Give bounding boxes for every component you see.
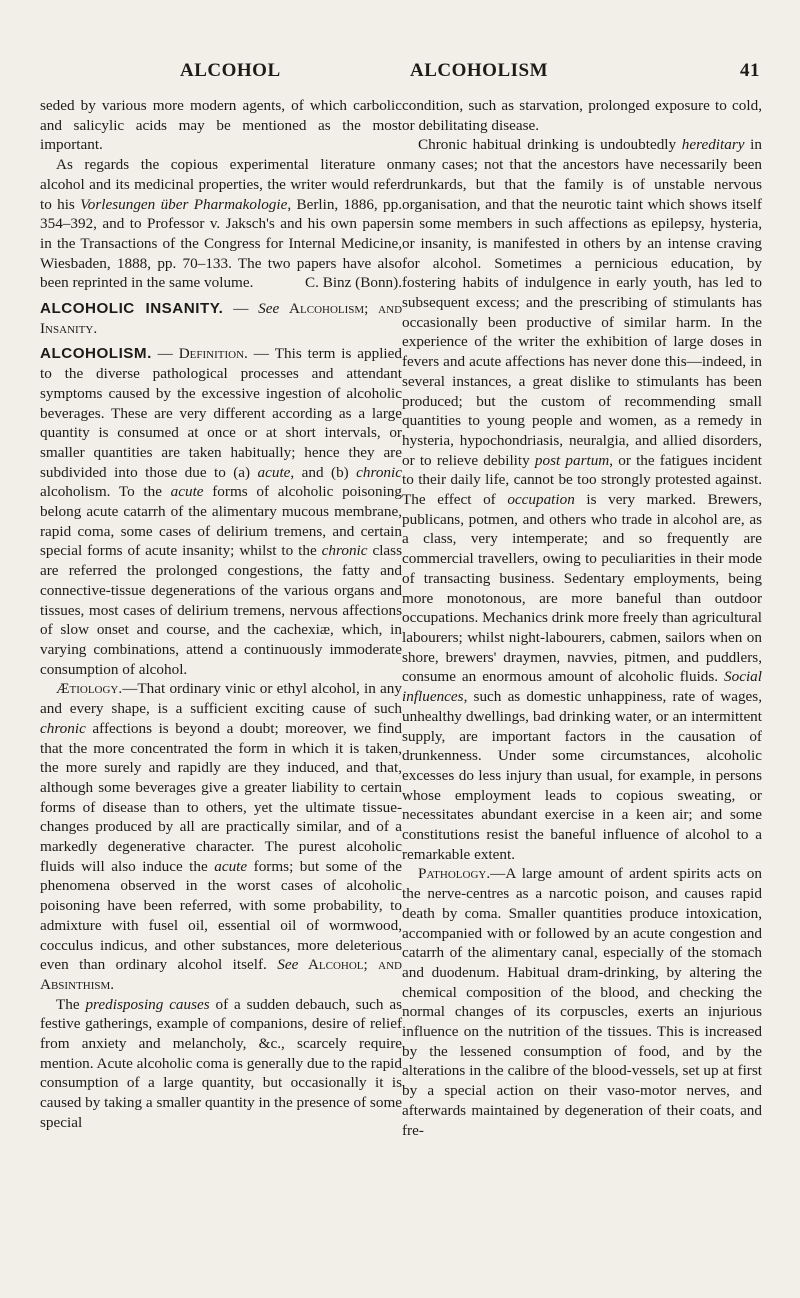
entry-title: ALCOHOLISM. <box>40 345 152 363</box>
entry-title: ALCOHOLIC INSANITY. <box>40 300 224 318</box>
paragraph: seded by various more modern agents, of which carbolic and salicylic acids may be mentioned as the most important. <box>40 97 402 154</box>
section-label: Ætiology. <box>56 680 123 698</box>
right-column <box>402 96 762 1140</box>
page-number: 41 <box>740 60 760 81</box>
paragraph: condition, such as starvation, prolonged exposure to cold, or debilitating disease. <box>402 97 762 134</box>
paragraph-pathology: Pathology.—A large amount of ardent spirits acts on the nerve-centres as a narcotic poison, and causes rapid death by coma. Smaller quantities produce intoxication, accompanied with or followed by an acute congestion and catarrh of the alimentary canal, especially of the stomach and duodenum. Habitual dram-drinking, by altering the chemical composition of the blood, and checking the normal changes of its corpuscles, exerts an injurious influence on the nutrition of the tissues. This is increased by the lessened consumption of food, and by the alterations in the calibre of the blood-vessels, set up at first by a special action on their vaso-motor nerves, and afterwards maintained by degeneration of their coats, and fre- <box>402 865 762 1139</box>
section-label: Pathology. <box>418 865 491 883</box>
author-signature: C. Binz (Bonn). <box>304 274 402 292</box>
paragraph: As regards the copious experimental literature on alcohol and its medicinal properties, the writer would refer to his Vorlesungen über Pharmakologie, Berlin, 1886, pp. 354–392, and to Professor v. Jaksch's and his own papers in the Transactions of the Congress for Internal Medicine, Wiesbaden, 1888, pp. 70–133. The two papers have also been reprinted in the same volume. C. Binz (Bonn). <box>40 156 403 292</box>
paragraph-heredity: Chronic habitual drinking is undoubtedly hereditary in many cases; not that the ancestors have necessarily been drunkards, but that the family is of unstable nervous organisation, and that the neurotic taint which shows itself in some members in such affections as epilepsy, hysteria, or insanity, is manifested in others by an intense craving for alcohol. Sometimes a pernicious education, by fostering habits of indulgence in early youth, has led to subsequent excess; and the prescribing of stimulants has occasionally been productive of similar harm. In the experience of the writer the exhibition of large doses in fevers and acute affections has never done this—indeed, in several instances, a great dislike to stimulants has been produced; but the custom of recommending small quantities to young people and women, as a remedy in hysteria, hypochondriasis, neuralgia, and allied disorders, or to relieve debility post partum, or the fatigues incident to their daily life, cannot be too strongly protested against. The effect of occupation is very marked. Brewers, publicans, potmen, and others who trade in alcohol are, as a class, very intemperate; and so frequently are commercial travellers, owing to peculiarities in their mode of transacting business. Sedentary employments, being more monotonous, are more baneful than outdoor occupations. Mechanics drink more freely than agricultural labourers; whilst night-labourers, cabmen, sailors when on shore, brewers' draymen, navvies, pitmen, and puddlers, consume an enormous amount of alcoholic fluids. Social influences, such as domestic unhappiness, rate of wages, unhealthy dwellings, bad drinking water, or an intermittent supply, are important factors in the causation of drunkenness. Under some circumstances, alcoholic excesses do less injury than usual, for example, in persons whose employment leads to copious sweating, or necessitates abundant exercise in a keen air; and some constitutions resist the baneful influence of alcohol to a remarkable extent. <box>402 136 763 863</box>
entry-alcoholism: ALCOHOLISM. — Definition. — This term is applied to the diverse pathological processes and attendant symptoms caused by the excessive ingestion of alcoholic beverages. These are very different according as a large quantity is consumed at once or at short intervals, or smaller quantities are taken habitually; hence they are subdivided into those due to (a) acute, and (b) chronic alcoholism. To the acute forms of alcoholic poisoning belong acute catarrh of the alimentary mucous membrane, rapid coma, some cases of delirium tremens, and certain special forms of acute insanity; whilst to the chronic class are referred the prolonged congestions, the fatty and connective-tissue degenerations of the various organs and tissues, most cases of delirium tremens, nervous affections of slow onset and course, and the cachexiæ, which, in varying combinations, attend a continuously immoderate consumption of alcohol. <box>40 345 402 678</box>
section-label: — Definition. — <box>151 345 275 363</box>
header-left: ALCOHOL <box>180 60 281 81</box>
header-center: ALCOHOLISM <box>410 60 549 81</box>
entry-alcoholic-insanity: ALCOHOLIC INSANITY. — See Alcoholism; and Insanity. <box>40 300 403 337</box>
left-column <box>40 96 402 1133</box>
paragraph-predisposing: The predisposing causes of a sudden debauch, such as festive gatherings, example of companions, desire of relief from anxiety and melancholy, &c., scarcely require mention. Acute alcoholic coma is generally due to the rapid consumption of a large quantity, but occasionally it is caused by taking a smaller quantity in the presence of some special <box>40 995 402 1131</box>
running-header <box>40 60 760 88</box>
paragraph-aetiology: Ætiology.—That ordinary vinic or ethyl alcohol, in any and every shape, is a sufficient exciting cause of such chronic affections is beyond a doubt; moreover, we find that the more concentrated the form in which it is taken, the more surely and rapidly are they induced, and that, although some beverages give a greater liability to certain forms of disease than to others, yet the ultimate tissue-changes produced by all are practically similar, and of a markedly degenerative character. The purest alcoholic fluids will also induce the acute forms; but some of the phenomena observed in the worst cases of alcoholic poisoning have been referred, with some probability, to admixture with fusel oil, essential oil of wormwood, cocculus indicus, and other substances, more deleterious even than ordinary alcohol itself. See Alcohol; and Absinthism. <box>40 680 402 993</box>
